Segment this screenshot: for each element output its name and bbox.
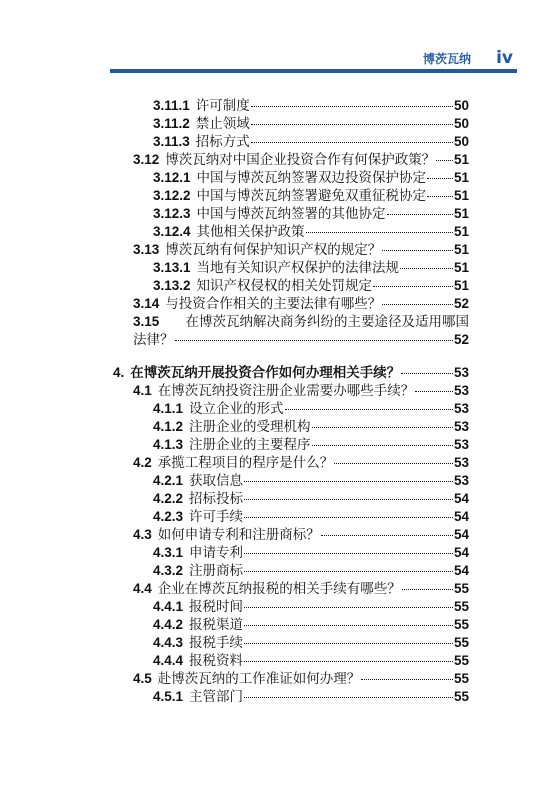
- toc-entry-page: 54: [453, 509, 469, 524]
- toc-entry-title: 报税渠道: [189, 617, 244, 633]
- toc-entry-number: 3.14: [133, 296, 160, 311]
- toc-entry[interactable]: [113, 472, 469, 490]
- toc-entry[interactable]: [113, 400, 469, 418]
- dot-leader: [251, 141, 453, 143]
- dot-leader: [244, 570, 453, 572]
- dot-leader: [251, 123, 453, 125]
- running-header-title: 博茨瓦纳: [422, 52, 471, 66]
- toc-entry[interactable]: [113, 295, 469, 313]
- toc-entry-number: 4.3: [133, 527, 152, 542]
- dot-leader: [382, 303, 453, 305]
- dot-leader: [175, 339, 453, 341]
- toc-entry-number: 4.4.1: [153, 599, 184, 614]
- toc-entry-number: 3.12.2: [153, 188, 191, 203]
- toc-entry-number: 4.4: [133, 581, 152, 596]
- dot-leader: [251, 105, 453, 107]
- toc-entry[interactable]: [113, 490, 469, 508]
- toc-entry-number: 3.13: [133, 242, 160, 257]
- toc-entry-number: 3.15: [133, 314, 160, 329]
- toc-entry-page: 51: [453, 152, 469, 167]
- toc-entry-page: 51: [453, 188, 469, 203]
- dot-leader: [427, 195, 453, 197]
- toc-entry-number: 3.12.3: [153, 206, 191, 221]
- page-number: iv: [496, 48, 513, 68]
- toc-entry-number: 4.5.1: [153, 689, 184, 704]
- toc-entry-number: 3.11.2: [153, 116, 190, 131]
- toc-entry-title: 报税资料: [189, 653, 244, 669]
- dot-leader: [244, 516, 453, 518]
- toc-entry-title: 注册企业的主要程序: [189, 437, 311, 453]
- toc-entry-title: 博茨瓦纳对中国企业投资合作有何保护政策？: [165, 152, 436, 168]
- toc-entry-number: 4.2.2: [153, 491, 184, 506]
- toc-entry[interactable]: [113, 580, 469, 598]
- toc-entry-page: 50: [453, 98, 469, 113]
- toc-entry-page: 53: [453, 383, 469, 398]
- toc-entry-page: 50: [453, 134, 469, 149]
- toc-entry-title: 在博茨瓦纳解决商务纠纷的主要途径及适用哪国: [185, 314, 469, 330]
- toc-entry[interactable]: [113, 151, 469, 169]
- table-of-contents: [113, 97, 469, 706]
- dot-leader: [312, 444, 453, 446]
- toc-entry-page: 55: [453, 617, 469, 632]
- toc-entry-page: 51: [453, 224, 469, 239]
- dot-leader: [334, 462, 453, 464]
- toc-entry[interactable]: [113, 205, 469, 223]
- dot-leader: [387, 213, 453, 215]
- toc-entry[interactable]: [113, 508, 469, 526]
- toc-entry-title: 报税手续: [189, 635, 244, 651]
- toc-entry-number: 4.4.4: [153, 653, 184, 668]
- toc-entry-page: 55: [453, 653, 469, 668]
- toc-entry-number: 4.4.3: [153, 635, 184, 650]
- toc-entry-title: 许可手续: [189, 509, 244, 525]
- toc-entry-title: 设立企业的形式: [189, 401, 284, 417]
- toc-entry[interactable]: [113, 241, 469, 259]
- dot-leader: [402, 588, 453, 590]
- toc-entry-title: 注册商标: [189, 563, 244, 579]
- toc-entry-title: 禁止领域: [195, 116, 250, 132]
- dot-leader: [306, 231, 453, 233]
- dot-leader: [401, 372, 453, 374]
- dot-leader: [285, 408, 453, 410]
- toc-entry-page: 54: [453, 527, 469, 542]
- toc-entry-page: 52: [453, 296, 469, 311]
- toc-entry-number: 3.13.2: [153, 278, 191, 293]
- toc-entry[interactable]: [113, 259, 469, 277]
- toc-entry[interactable]: [113, 382, 469, 400]
- toc-entry-number: 4.3.1: [153, 545, 184, 560]
- toc-entry[interactable]: [113, 97, 469, 115]
- toc-entry[interactable]: [113, 364, 469, 382]
- toc-entry[interactable]: [113, 616, 469, 634]
- toc-entry-number: 4.4.2: [153, 617, 184, 632]
- toc-entry[interactable]: [113, 418, 469, 436]
- dot-leader: [436, 159, 453, 161]
- toc-entry[interactable]: [113, 652, 469, 670]
- toc-entry-title: 承揽工程项目的程序是什么？: [157, 455, 334, 471]
- toc-entry-title: 博茨瓦纳有何保护知识产权的规定？: [165, 242, 382, 258]
- dot-leader: [244, 642, 453, 644]
- toc-entry-page: 53: [453, 365, 469, 380]
- toc-entry-number: 3.11.3: [153, 134, 190, 149]
- toc-entry-title: 当地有关知识产权保护的法律法规: [196, 260, 400, 276]
- section-gap: [113, 349, 469, 364]
- toc-entry[interactable]: [113, 688, 469, 706]
- toc-entry-page: 53: [453, 437, 469, 452]
- toc-entry-title-continued: 法律？: [133, 332, 174, 348]
- dot-leader: [244, 552, 453, 554]
- toc-entry-title: 中国与博茨瓦纳签署避免双重征税协定: [196, 188, 427, 204]
- toc-entry-title: 主管部门: [189, 689, 244, 705]
- toc-entry-page: 54: [453, 545, 469, 560]
- header-rule: [110, 69, 517, 73]
- toc-entry-page: 55: [453, 581, 469, 596]
- toc-entry[interactable]: [113, 187, 469, 205]
- toc-entry-number: 3.11.1: [153, 98, 190, 113]
- toc-entry-title: 与投资合作相关的主要法律有哪些？: [165, 296, 382, 312]
- dot-leader: [244, 624, 453, 626]
- dot-leader: [361, 678, 453, 680]
- toc-entry-number: 4.5: [133, 671, 152, 686]
- toc-entry-page: 51: [453, 242, 469, 257]
- toc-entry[interactable]: [113, 277, 469, 295]
- toc-entry-number: 4.2: [133, 455, 152, 470]
- toc-entry-page: 53: [453, 473, 469, 488]
- toc-entry-page: 55: [453, 689, 469, 704]
- toc-entry-title: 中国与博茨瓦纳签署双边投资保护协定: [196, 170, 427, 186]
- toc-entry-page: 51: [453, 260, 469, 275]
- toc-entry-page: 55: [453, 671, 469, 686]
- dot-leader: [415, 390, 453, 392]
- dot-leader: [244, 480, 453, 482]
- toc-entry-title: 招标方式: [195, 134, 250, 150]
- toc-entry-page: 52: [453, 332, 469, 347]
- toc-entry-title: 许可制度: [195, 98, 250, 114]
- toc-entry-continued[interactable]: [113, 331, 469, 349]
- toc-entry-number: 3.13.1: [153, 260, 191, 275]
- toc-entry-page: 50: [453, 116, 469, 131]
- toc-entry-title: 获取信息: [189, 473, 244, 489]
- toc-entry-number: 4.1: [133, 383, 152, 398]
- toc-entry[interactable]: [113, 670, 469, 688]
- toc-entry-number: 4.2.1: [153, 473, 184, 488]
- toc-entry-title: 企业在博茨瓦纳报税的相关手续有哪些？: [157, 581, 401, 597]
- toc-entry-page: 55: [453, 635, 469, 650]
- dot-leader: [382, 249, 453, 251]
- toc-entry[interactable]: [113, 133, 469, 151]
- toc-entry[interactable]: [113, 436, 469, 454]
- toc-entry-title: 知识产权侵权的相关处罚规定: [196, 278, 373, 294]
- toc-entry-page: 51: [453, 206, 469, 221]
- toc-entry-number: 4.1.2: [153, 419, 184, 434]
- toc-entry-page: 53: [453, 401, 469, 416]
- toc-entry[interactable]: [113, 526, 469, 544]
- toc-entry-title: 在博茨瓦纳投资注册企业需要办哪些手续？: [157, 383, 415, 399]
- toc-entry-number: 3.12.4: [153, 224, 191, 239]
- toc-entry-title: 在博茨瓦纳开展投资合作如何办理相关手续？: [130, 365, 401, 381]
- toc-entry-title: 中国与博茨瓦纳签署的其他协定: [196, 206, 386, 222]
- toc-entry[interactable]: [113, 169, 469, 187]
- toc-entry-title: 报税时间: [189, 599, 244, 615]
- toc-entry-page: 54: [453, 491, 469, 506]
- toc-entry[interactable]: [113, 634, 469, 652]
- dot-leader: [244, 696, 453, 698]
- toc-entry-page: 51: [453, 278, 469, 293]
- toc-entry[interactable]: [113, 454, 469, 472]
- dot-leader: [244, 606, 453, 608]
- toc-entry-page: 55: [453, 599, 469, 614]
- toc-entry[interactable]: [113, 562, 469, 580]
- dot-leader: [312, 426, 453, 428]
- toc-entry[interactable]: [113, 223, 469, 241]
- toc-entry-number: 4.2.3: [153, 509, 184, 524]
- dot-leader: [400, 267, 453, 269]
- toc-entry[interactable]: [113, 544, 469, 562]
- dot-leader: [373, 285, 453, 287]
- toc-entry[interactable]: [113, 115, 469, 133]
- dot-leader: [244, 660, 453, 662]
- dot-leader: [244, 498, 453, 500]
- toc-entry-title: 其他相关保护政策: [196, 224, 305, 240]
- toc-entry-title: 申请专利: [189, 545, 244, 561]
- toc-entry[interactable]: [113, 598, 469, 616]
- toc-entry-page: 53: [453, 419, 469, 434]
- toc-entry-title: 如何申请专利和注册商标？: [157, 527, 320, 543]
- toc-entry-title: 招标投标: [189, 491, 244, 507]
- toc-entry-number: 3.12.1: [153, 170, 191, 185]
- toc-entry-number: 3.12: [133, 152, 160, 167]
- dot-leader: [427, 177, 453, 179]
- toc-entry-page: 53: [453, 455, 469, 470]
- toc-entry-title: 注册企业的受理机构: [189, 419, 311, 435]
- toc-entry-number: 4.: [113, 365, 125, 380]
- toc-entry-number: 4.1.1: [153, 401, 184, 416]
- toc-entry-title: 赴博茨瓦纳的工作准证如何办理？: [157, 671, 361, 687]
- toc-entry-number: 4.3.2: [153, 563, 184, 578]
- toc-entry-number: 4.1.3: [153, 437, 184, 452]
- toc-entry-page: 54: [453, 563, 469, 578]
- toc-entry[interactable]: [113, 313, 469, 331]
- toc-entry-page: 51: [453, 170, 469, 185]
- dot-leader: [321, 534, 453, 536]
